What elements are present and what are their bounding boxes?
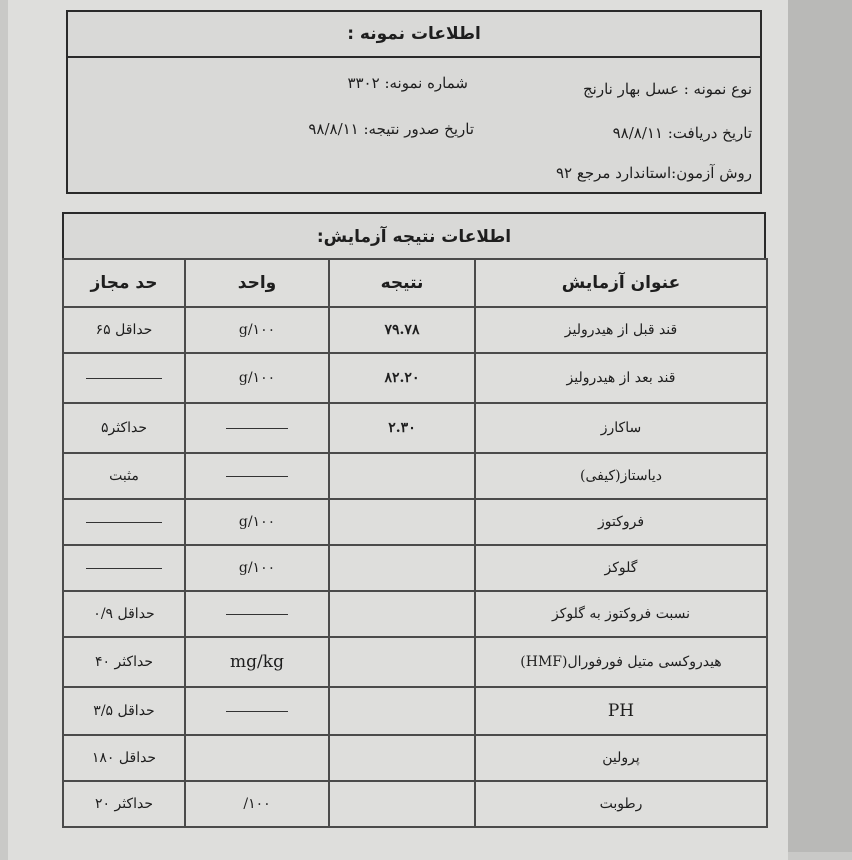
row-unit-text: mg/kg: [230, 652, 284, 672]
row-limit: [63, 781, 185, 827]
issue-date: تاریخ صدور نتیجه: ۹۸/۸/۱۱: [308, 120, 474, 138]
table-row: [63, 735, 767, 781]
row-result: [329, 781, 475, 827]
test-method: روش آزمون:استاندارد مرجع ۹۲: [555, 164, 752, 182]
table-row: [63, 307, 767, 353]
row-unit: [185, 453, 329, 499]
sample-info-box: [66, 10, 762, 194]
row-unit-text: g/۱۰۰: [238, 560, 276, 576]
row-result: [329, 637, 475, 687]
sample-number: شماره نمونه: ۳۳۰۲: [347, 74, 468, 92]
row-unit: [185, 403, 329, 453]
row-result: [329, 403, 475, 453]
row-title-text: رطوبت: [599, 796, 643, 812]
row-limit: [63, 307, 185, 353]
results-table: [62, 258, 768, 828]
row-limit: [63, 499, 185, 545]
row-title: [475, 353, 767, 403]
row-title-text: قند قبل از هیدرولیز: [564, 322, 678, 338]
row-unit: [185, 687, 329, 735]
row-result-text: ۷۹.۷۸: [384, 322, 420, 338]
row-title-text: نسبت فروکتوز به گلوکز: [551, 606, 691, 622]
col-header-title: عنوان آزمایش: [475, 259, 767, 307]
sample-type: نوع نمونه : عسل بهار نارنج: [582, 80, 752, 98]
row-unit: [185, 499, 329, 545]
dash-placeholder: [86, 568, 162, 569]
dash-placeholder: [226, 476, 288, 477]
row-limit: [63, 637, 185, 687]
row-unit: [185, 637, 329, 687]
row-unit-text: g/۱۰۰: [238, 514, 276, 530]
table-row: [63, 499, 767, 545]
dash-placeholder: [86, 522, 162, 523]
row-result: [329, 499, 475, 545]
row-unit: [185, 735, 329, 781]
row-limit-text: حداقل ۳/۵: [93, 703, 155, 719]
row-title: [475, 591, 767, 637]
row-title-text: گلوکز: [604, 560, 638, 576]
table-row: [63, 637, 767, 687]
row-limit-text: حداکثر۵: [100, 420, 148, 436]
row-title: [475, 307, 767, 353]
row-title-text: PH: [607, 701, 635, 721]
dash-placeholder: [226, 711, 288, 712]
table-row: [63, 353, 767, 403]
row-result: [329, 735, 475, 781]
row-limit-text: حداقل ۰/۹: [93, 606, 155, 622]
row-result: [329, 545, 475, 591]
row-limit-text: حداکثر ۲۰: [94, 796, 153, 812]
row-title: [475, 781, 767, 827]
row-limit-text: حداقل ۶۵: [95, 322, 153, 338]
table-header-row: [63, 259, 767, 307]
row-result-text: ۲.۳۰: [388, 420, 416, 436]
row-unit: [185, 307, 329, 353]
row-limit-text: حداکثر ۴۰: [94, 654, 153, 670]
results-heading: اطلاعات نتیجه آزمایش:: [316, 227, 512, 247]
dash-placeholder: [226, 428, 288, 429]
row-title: [475, 403, 767, 453]
row-title: [475, 687, 767, 735]
row-title: [475, 735, 767, 781]
sample-info-heading: اطلاعات نمونه :: [68, 12, 760, 58]
col-header-result: نتیجه: [329, 259, 475, 307]
table-row: [63, 453, 767, 499]
row-limit: [63, 545, 185, 591]
col-header-limit: حد مجاز: [63, 259, 185, 307]
row-title: [475, 453, 767, 499]
row-unit-text: g/۱۰۰: [238, 370, 276, 386]
row-limit: [63, 735, 185, 781]
row-result: [329, 687, 475, 735]
row-title-text: قند بعد از هیدرولیز: [566, 370, 676, 386]
row-limit: [63, 353, 185, 403]
table-row: [63, 687, 767, 735]
row-unit-text: /۱۰۰: [243, 796, 271, 812]
row-unit: [185, 591, 329, 637]
row-title-text: پرولین: [602, 750, 640, 766]
table-row: [63, 591, 767, 637]
row-unit: [185, 781, 329, 827]
row-limit: [63, 591, 185, 637]
dash-placeholder: [86, 378, 162, 379]
table-row: [63, 403, 767, 453]
row-unit-text: g/۱۰۰: [238, 322, 276, 338]
row-title: [475, 499, 767, 545]
results-heading-box: [62, 212, 766, 260]
row-title: [475, 637, 767, 687]
row-title-text: ساکارز: [600, 420, 642, 436]
row-result: [329, 453, 475, 499]
row-limit-text: حداقل ۱۸۰: [91, 750, 157, 766]
row-title-text: دیاستاز(کیفی): [580, 468, 662, 484]
receive-date: تاریخ دریافت: ۹۸/۸/۱۱: [612, 124, 752, 142]
row-title: [475, 545, 767, 591]
table-row: [63, 545, 767, 591]
row-title-text: فروکتوز: [597, 514, 645, 530]
row-limit: [63, 403, 185, 453]
dash-placeholder: [226, 614, 288, 615]
row-result: [329, 591, 475, 637]
row-result-text: ۸۲.۲۰: [384, 370, 420, 386]
row-result: [329, 353, 475, 403]
col-header-unit: واحد: [185, 259, 329, 307]
row-result: [329, 307, 475, 353]
row-limit-text: مثبت: [109, 468, 139, 484]
table-row: [63, 781, 767, 827]
row-unit: [185, 545, 329, 591]
row-unit: [185, 353, 329, 403]
row-title-text: هیدروکسی متیل فورفورال(HMF): [520, 654, 722, 670]
page-margin: [788, 0, 852, 852]
row-limit: [63, 453, 185, 499]
row-limit: [63, 687, 185, 735]
